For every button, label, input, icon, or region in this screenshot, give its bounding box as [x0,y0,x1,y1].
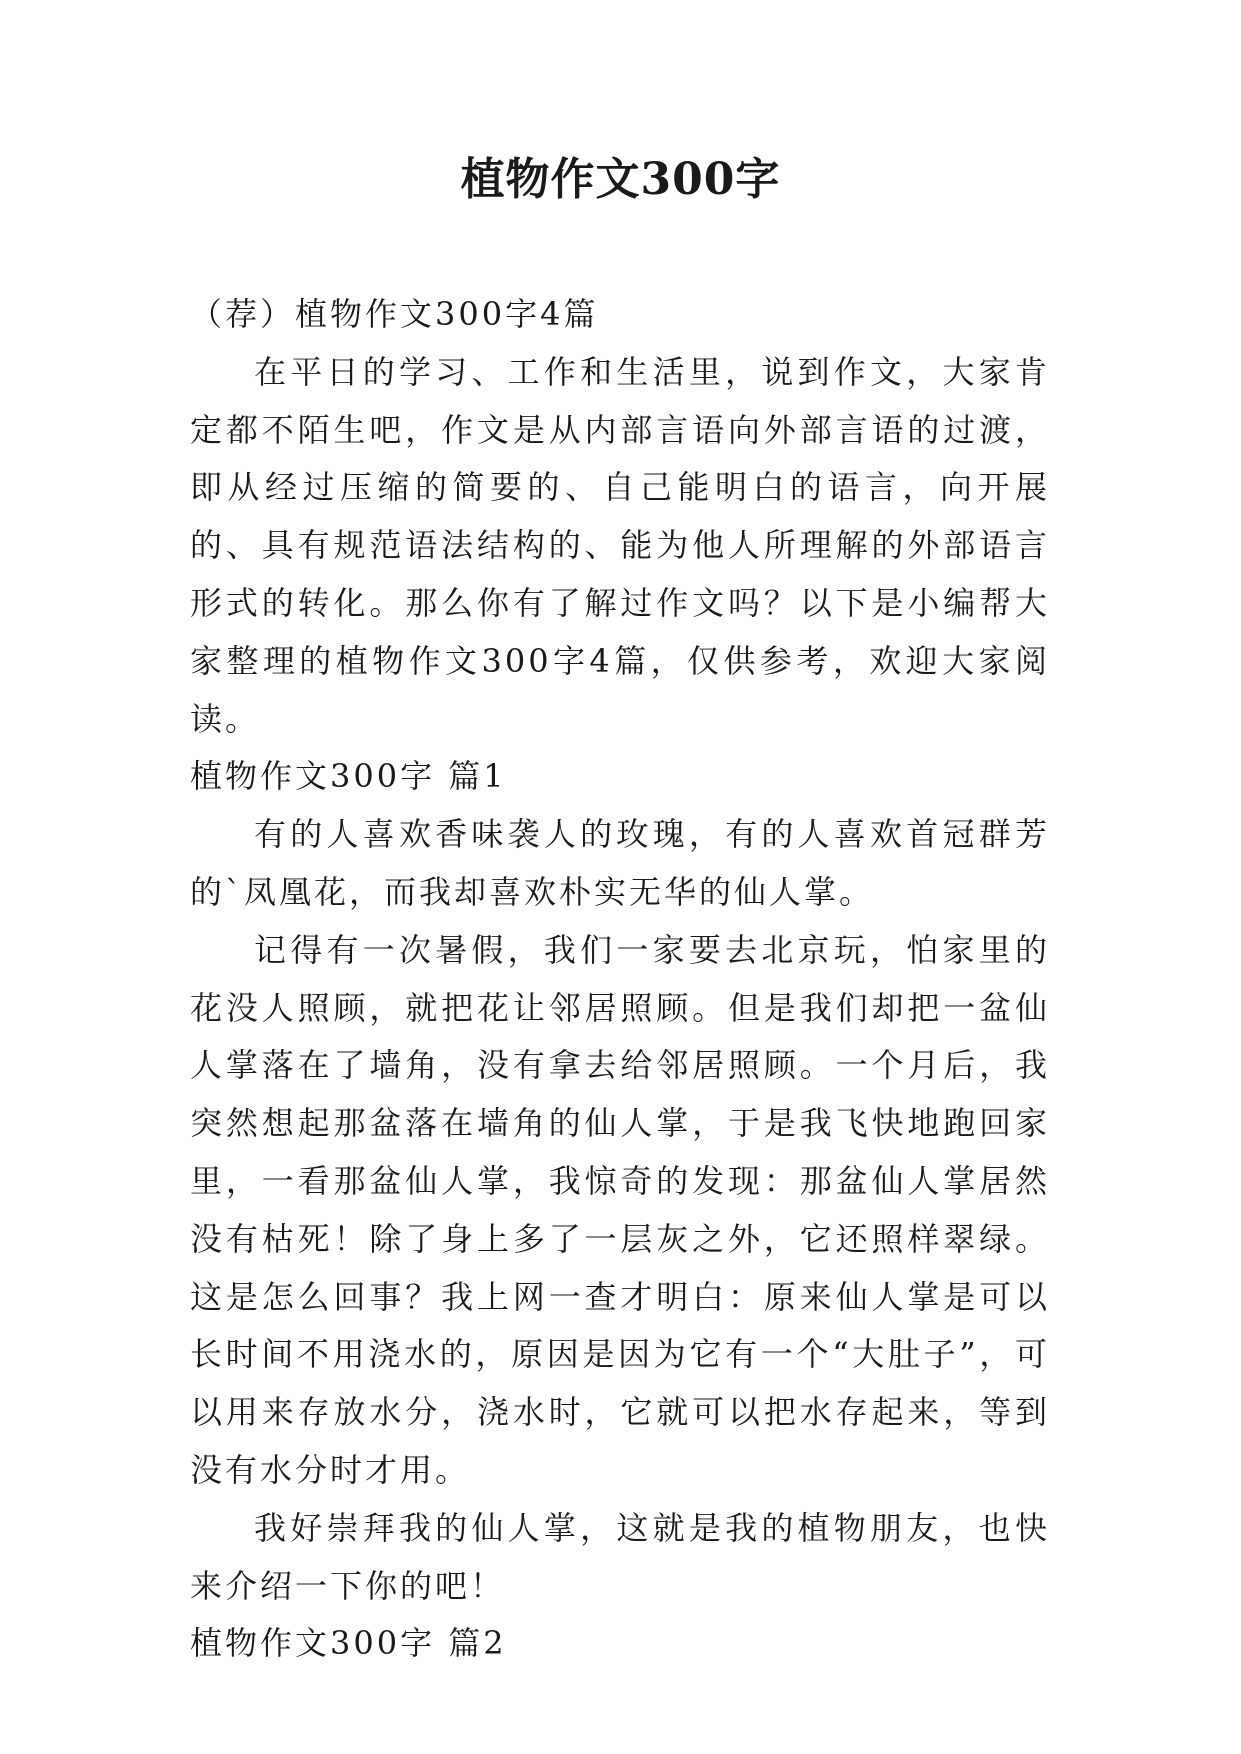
section-1-heading: 植物作文300字 篇1 [190,757,507,796]
document-subtitle: （荐）植物作文300字4篇 [190,295,599,333]
section-1-paragraph-2: 记得有一次暑假，我们一家要去北京玩，怕家里的花没人照顾，就把花让邻居照顾。但是我们却把一盆仙人掌落在了墙角，没有拿去给邻居照顾。一个月后，我突然想起那盆落在墙角的仙人掌，于是我飞快地跑回家里，一看那盆仙人掌，我惊奇的发现：那盆仙人掌居然没有枯死！除了身上多了一层灰之外，它还照样翠绿。这是怎么回事？我上网一查才明白：原来仙人掌是可以长时间不用浇水的，原因是因为它有一个“大肚子”，可以用来存放水分，浇水时，它就可以把水存起来，等到没有水分时才用。 [190,930,1050,1489]
document-title: 植物作文300字 [460,154,781,205]
section-2-heading: 植物作文300字 篇2 [190,1624,507,1663]
document-body [190,286,1050,1673]
section-1-paragraph-1: 有的人喜欢香味袭人的玫瑰，有的人喜欢首冠群芳的`凤凰花，而我却喜欢朴实无华的仙人掌。 [190,815,1050,911]
section-1-paragraph-3: 我好崇拜我的仙人掌，这就是我的植物朋友，也快来介绍一下你的吧！ [190,1508,1050,1605]
intro-paragraph: 在平日的学习、工作和生活里，说到作文，大家肯定都不陌生吧，作文是从内部言语向外部言语的过渡，即从经过压缩的简要的、自己能明白的语言，向开展的、具有规范语法结构的、能为他人所理解的外部语言形式的转化。那么你有了解过作文吗？以下是小编帮大家整理的植物作文300字4篇，仅供参考，欢迎大家阅读。 [190,352,1050,738]
